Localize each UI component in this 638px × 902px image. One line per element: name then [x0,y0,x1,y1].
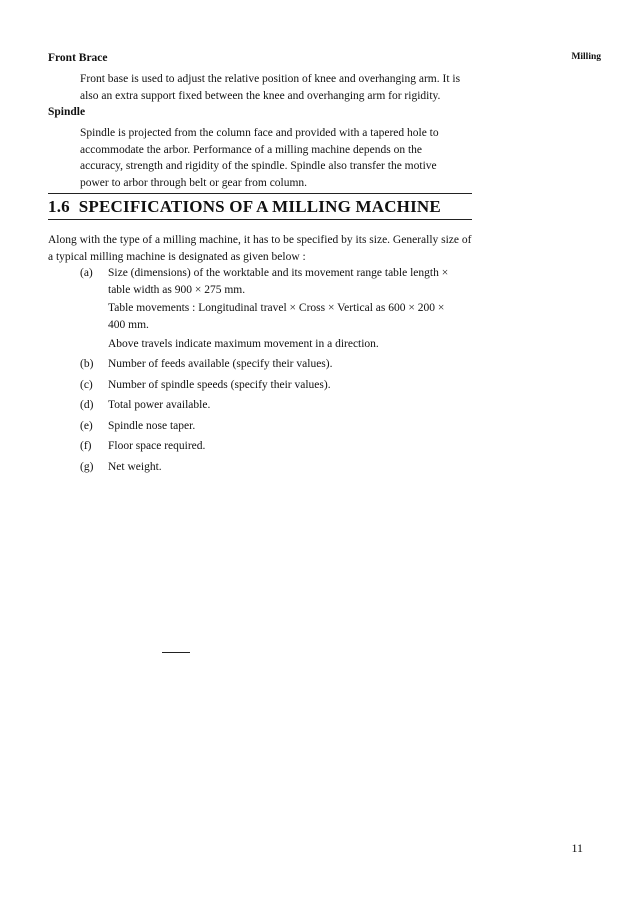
section-intro: Along with the type of a milling machine, it has to be specified by its size. Generally size of a typical milling machine is designated as given below : [48,234,472,263]
list-item-label: (f) [80,440,92,452]
list-item-text: Number of feeds available (specify their values). [108,358,333,370]
section-bottom-rule [48,219,472,220]
list-item-label: (d) [80,399,94,411]
section-heading [48,197,472,217]
spindle-paragraph: Spindle is projected from the column face and provided with a tapered hole to accommodate the arbor. Performance of a milling machine depends on the accuracy, strength and rigidity of the spindle. Spindle also transfer the motive power to arbor through belt or gear from column. [80,127,439,189]
list-item-text: Above travels indicate maximum movement in a direction. [108,338,379,350]
front-brace-paragraph: Front base is used to adjust the relative position of knee and overhanging arm. It is also an extra support fixed between the knee and overhanging arm for rigidity. [80,73,461,102]
list-item-text: Table movements : Longitudinal travel × Cross × Vertical as 600 × 200 × 400 mm. [108,302,445,331]
list-item-label: (a) [80,267,93,279]
list-item-text: Floor space required. [108,440,206,452]
running-head: Milling [571,52,601,62]
end-rule [162,652,190,653]
list-item-label: (b) [80,358,94,370]
front-brace-heading: Front Brace [48,52,108,64]
section-top-rule [48,193,472,194]
section-number: 1.6 [48,197,70,216]
list-item-label: (e) [80,420,93,432]
page-number: 11 [571,841,583,855]
list-item-text: Size (dimensions) of the worktable and its movement range table length × table width as 900 × 275 mm. [108,267,449,296]
spindle-heading: Spindle [48,106,86,118]
list-item-text: Net weight. [108,461,162,473]
list-item-text: Number of spindle speeds (specify their values). [108,379,331,391]
list-item-label: (c) [80,379,93,391]
list-item-text: Spindle nose taper. [108,420,196,432]
section-title: SPECIFICATIONS OF A MILLING MACHINE [78,197,441,216]
list-item-label: (g) [80,461,94,473]
list-item-text: Total power available. [108,399,211,411]
